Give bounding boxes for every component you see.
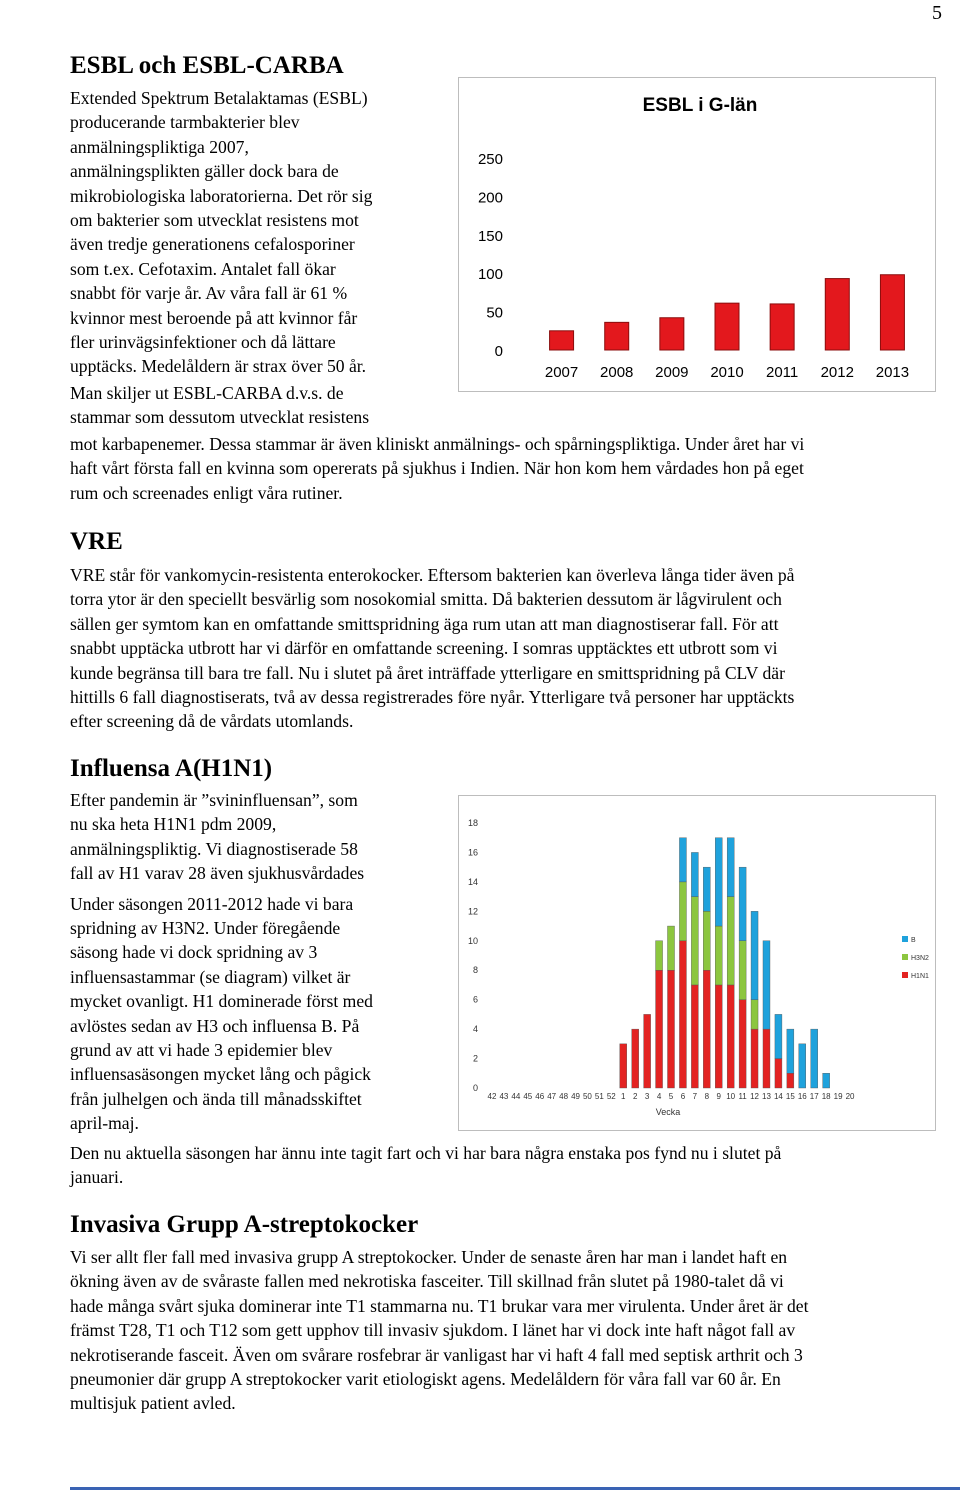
x-tick-label: 15 [785, 1092, 795, 1101]
bar [660, 318, 684, 350]
bar-segment [727, 985, 734, 1088]
legend-swatch [902, 972, 908, 978]
text-line: fler urinvägsinfektioner och då lättare [70, 332, 336, 353]
legend-swatch [902, 954, 908, 960]
bar [550, 331, 574, 350]
vre-text [70, 563, 960, 734]
x-tick-label: 49 [571, 1092, 580, 1101]
x-tick-label: 46 [535, 1092, 545, 1101]
strep-heading: Invasiva Grupp A-streptokocker [70, 1211, 419, 1238]
y-tick-label: 12 [467, 906, 478, 917]
bar-segment [620, 1044, 627, 1088]
bar-segment [775, 1059, 782, 1088]
y-tick-label: 14 [467, 876, 478, 887]
x-tick-label: 2008 [600, 364, 634, 381]
y-tick-label: 16 [467, 847, 478, 858]
bar-segment [703, 911, 710, 970]
bar [880, 275, 904, 350]
text-line: som t.ex. Cefotaxim. Antalet fall ökar [70, 258, 336, 279]
bar-segment [739, 867, 746, 941]
text-line: influensastammar (se diagram) vilket är [70, 966, 351, 987]
x-tick-label: 16 [797, 1092, 807, 1101]
x-tick-label: 1 [621, 1092, 626, 1101]
bar-segment [715, 985, 722, 1088]
bar-segment [703, 970, 710, 1088]
x-tick-label: 13 [762, 1092, 771, 1101]
y-tick-label: 10 [467, 935, 478, 946]
bar [605, 322, 629, 350]
text-line: pneumonier där grupp A streptokocker varit etiologiskt agens. Medelåldern för våra fall var 60 år. En [70, 1369, 781, 1390]
x-tick-label: 45 [523, 1092, 533, 1101]
x-tick-label: 43 [499, 1092, 509, 1101]
text-line: Efter pandemin är ”svininfluensan”, som [70, 790, 358, 810]
bar-segment [703, 867, 710, 911]
text-line: mycket ovanligt. H1 dominerade först med [70, 991, 373, 1012]
bar-segment [787, 1073, 794, 1088]
text-line: även tredje generationens cefalosporiner [70, 234, 355, 255]
y-tick-label: 250 [477, 151, 503, 168]
bar-segment [823, 1073, 830, 1088]
text-line: anmälningspliktig. Vi diagnostiserade 58 [70, 838, 358, 859]
text-line: producerande tarmbakterier blev [70, 112, 300, 133]
text-line: fall av H1 varav 28 även sjukhusvårdades [70, 863, 365, 884]
x-tick-label: 9 [716, 1092, 721, 1101]
bar-segment [679, 941, 686, 1088]
bar-segment [763, 1029, 770, 1088]
x-axis-label: Vecka [655, 1107, 681, 1117]
text-line: Den nu aktuella säsongen har ännu inte tagit fart och vi har bara några enstaka pos fynd nu i slutet på [70, 1143, 782, 1163]
x-tick-label: 20 [845, 1092, 855, 1101]
text-line: efter screening då de vårdats utomlands. [70, 711, 354, 732]
legend-swatch [902, 936, 908, 942]
esbl-text-left [70, 86, 372, 430]
bar-segment [691, 852, 698, 896]
x-tick-label: 6 [680, 1092, 686, 1101]
bar-segment [751, 1000, 758, 1029]
text-line: ökning även av de svåraste fallen med nekrotiska fasceiter. Till skillnad från slutet på 1980-talet då vi [70, 1271, 784, 1292]
text-line: om bakterier som utvecklat resistens mot [70, 210, 359, 231]
esbl-bar-chart [458, 77, 936, 392]
text-line: från julhelgen och ända till månadsskiftet [70, 1088, 362, 1109]
text-line: sällen ger symtom kan en omfattande smittspridning äga rum utan att man diagnostiserar fall. För att [70, 613, 779, 634]
x-tick-label: 12 [750, 1092, 760, 1101]
x-tick-label: 2007 [544, 364, 579, 381]
x-tick-label: 44 [511, 1092, 521, 1101]
x-tick-label: 10 [726, 1092, 736, 1101]
bar-segment [679, 838, 686, 882]
bar-segment [739, 1000, 746, 1088]
text-line: mikrobiologiska laboratorierna. Det rör sig [70, 185, 373, 206]
esbl-text-full [70, 432, 960, 505]
x-tick-label: 51 [594, 1092, 604, 1101]
bar-segment [644, 1014, 651, 1088]
page-number: 5 [932, 2, 942, 24]
text-line: avlöstes sedan av H3 och influensa B. På [70, 1015, 360, 1036]
bar [715, 303, 739, 350]
y-tick-label: 6 [472, 994, 478, 1005]
text-line: snabbt för varje år. Av våra fall är 61 % [70, 283, 348, 304]
strep-text [70, 1245, 960, 1416]
x-tick-label: 47 [547, 1092, 557, 1101]
x-tick-label: 48 [559, 1092, 569, 1101]
y-tick-label: 0 [494, 343, 503, 360]
text-line: april-maj. [70, 1113, 139, 1134]
y-tick-label: 50 [486, 304, 503, 322]
bar-segment [679, 882, 686, 941]
text-line: influensasäsongen mycket lång och pågick [70, 1064, 371, 1085]
chart-title: ESBL i G-län [642, 95, 758, 116]
text-line: Under säsongen 2011-2012 hade vi bara [70, 893, 354, 914]
bar-segment [751, 1029, 758, 1088]
influensa-heading: Influensa A(H1N1) [70, 755, 273, 782]
esbl-heading: ESBL och ESBL-CARBA [70, 52, 344, 79]
y-tick-label: 100 [477, 266, 503, 284]
text-line: Vi ser allt fler fall med invasiva grupp A streptokocker. Under de senaste åren har man i landet haft en [70, 1247, 788, 1267]
text-line: snabbt upptäcka utbrott har vi därför en omfattande screening. I somras upptäcktes ett utbrott som vi [70, 638, 778, 659]
bar-segment [668, 970, 675, 1088]
x-tick-label: 11 [738, 1092, 747, 1101]
x-tick-label: 3 [644, 1092, 650, 1101]
x-tick-label: 8 [704, 1092, 710, 1101]
bar-segment [727, 838, 734, 897]
x-tick-label: 19 [833, 1092, 843, 1101]
y-tick-label: 2 [472, 1053, 478, 1064]
bar [770, 304, 794, 350]
footer-rule [70, 1487, 960, 1490]
influensa-text-full [70, 1141, 960, 1190]
y-tick-label: 150 [477, 227, 503, 245]
x-tick-label: 14 [773, 1092, 783, 1101]
bar-segment [668, 926, 675, 970]
text-line: rum och screenades enligt våra rutiner. [70, 482, 343, 503]
text-line: hittills 6 fall diagnostiserats, två av dessa registrerades före nyår. Ytterligare två personer har upptäckts [70, 687, 795, 708]
x-tick-label: 17 [809, 1092, 819, 1101]
vre-heading: VRE [70, 528, 123, 555]
text-line: haft vårt första fall en kvinna som opererats på sjukhus i Indien. När hon kom hem vårdades hon på eget [70, 458, 804, 479]
text-line: främst T28, T1 och T12 som gett upphov till invasiv sjukdom. I länet har vi dock inte haft något fall av [70, 1320, 796, 1341]
text-line: upptäcks. Medelåldern är strax över 50 år. [70, 356, 367, 377]
bar-segment [775, 1014, 782, 1058]
legend-label: H3N2 [911, 955, 929, 962]
x-tick-label: 2011 [766, 364, 799, 381]
text-line: kvinnor mest beroende på att kvinnor får [70, 307, 358, 328]
x-tick-label: 2 [632, 1092, 638, 1101]
influenza-stacked-bar-chart [458, 795, 936, 1131]
y-tick-label: 200 [477, 189, 503, 207]
x-tick-label: 2009 [655, 364, 689, 381]
bar-segment [739, 941, 746, 1000]
text-line: anmälningspliktiga 2007, [70, 136, 249, 157]
x-tick-label: 18 [821, 1092, 831, 1101]
text-line: kunde begränsa till bara tre fall. Nu i slutet på året inträffade ytterligare en smittspridning på CLV där [70, 662, 785, 683]
text-line: nu ska heta H1N1 pdm 2009, [70, 814, 277, 835]
text-line: grund av att vi hade 3 epidemier blev [70, 1040, 333, 1061]
x-tick-label: 2010 [710, 364, 744, 381]
bar-segment [787, 1029, 794, 1073]
text-line: multisjuk patient avled. [70, 1393, 236, 1414]
x-tick-label: 2013 [875, 364, 910, 381]
bar-segment [715, 838, 722, 926]
chart-frame [459, 78, 936, 392]
x-tick-label: 4 [656, 1092, 662, 1101]
text-line: VRE står för vankomycin-resistenta enterokocker. Eftersom bakterien kan överleva långa tider även på [70, 565, 795, 585]
x-tick-label: 2012 [820, 364, 854, 381]
bar-segment [656, 970, 663, 1088]
text-line: anmälningsplikten gäller dock bara de [70, 161, 339, 182]
y-tick-label: 4 [472, 1024, 478, 1035]
x-tick-label: 52 [606, 1092, 616, 1101]
text-line: spridning av H3N2. Under föregående [70, 918, 341, 939]
bar-segment [751, 911, 758, 999]
bar-segment [763, 941, 770, 1029]
legend-label: B [911, 937, 916, 944]
y-tick-label: 18 [467, 818, 478, 828]
bar [825, 279, 849, 350]
x-tick-label: 42 [487, 1092, 497, 1101]
text-line: Man skiljer ut ESBL-CARBA d.v.s. de [70, 382, 344, 403]
bar-segment [727, 897, 734, 985]
bar-segment [715, 926, 722, 985]
text-line: januari. [70, 1167, 124, 1188]
y-tick-label: 8 [472, 965, 478, 976]
text-line: mot karbapenemer. Dessa stammar är även kliniskt anmälnings- och spårningspliktiga. Under året har vi [70, 434, 805, 454]
bar-segment [691, 985, 698, 1088]
x-tick-label: 5 [668, 1092, 674, 1101]
text-line: Extended Spektrum Betalaktamas (ESBL) [70, 88, 368, 108]
text-line: hade många svårt sjuka dominerar inte T1 stammarna nu. T1 brukar vara mer virulenta. Under året är det [70, 1295, 809, 1316]
influensa-text-left [70, 788, 373, 1136]
bar-segment [691, 897, 698, 985]
text-line: nekrotiserande fasceit. Även om svårare rosfebrar är vanligast har vi haft 4 fall med septisk arthrit och 3 [70, 1344, 803, 1365]
legend-label: H1N1 [911, 973, 929, 980]
bar-segment [799, 1044, 806, 1088]
x-tick-label: 50 [582, 1092, 592, 1101]
bar-segment [632, 1029, 639, 1088]
x-tick-label: 7 [692, 1092, 698, 1101]
text-line: stammar som dessutom utvecklat resistens [70, 407, 370, 428]
y-tick-label: 0 [472, 1083, 478, 1093]
text-line: torra ytor är den speciellt besvärlig som nosokomial smitta. Då bakterien dessutom är lågvirulent och [70, 589, 782, 610]
bar-segment [811, 1029, 818, 1088]
bar-segment [656, 941, 663, 970]
text-line: säsong hade vi dock spridning av 3 [70, 942, 318, 963]
